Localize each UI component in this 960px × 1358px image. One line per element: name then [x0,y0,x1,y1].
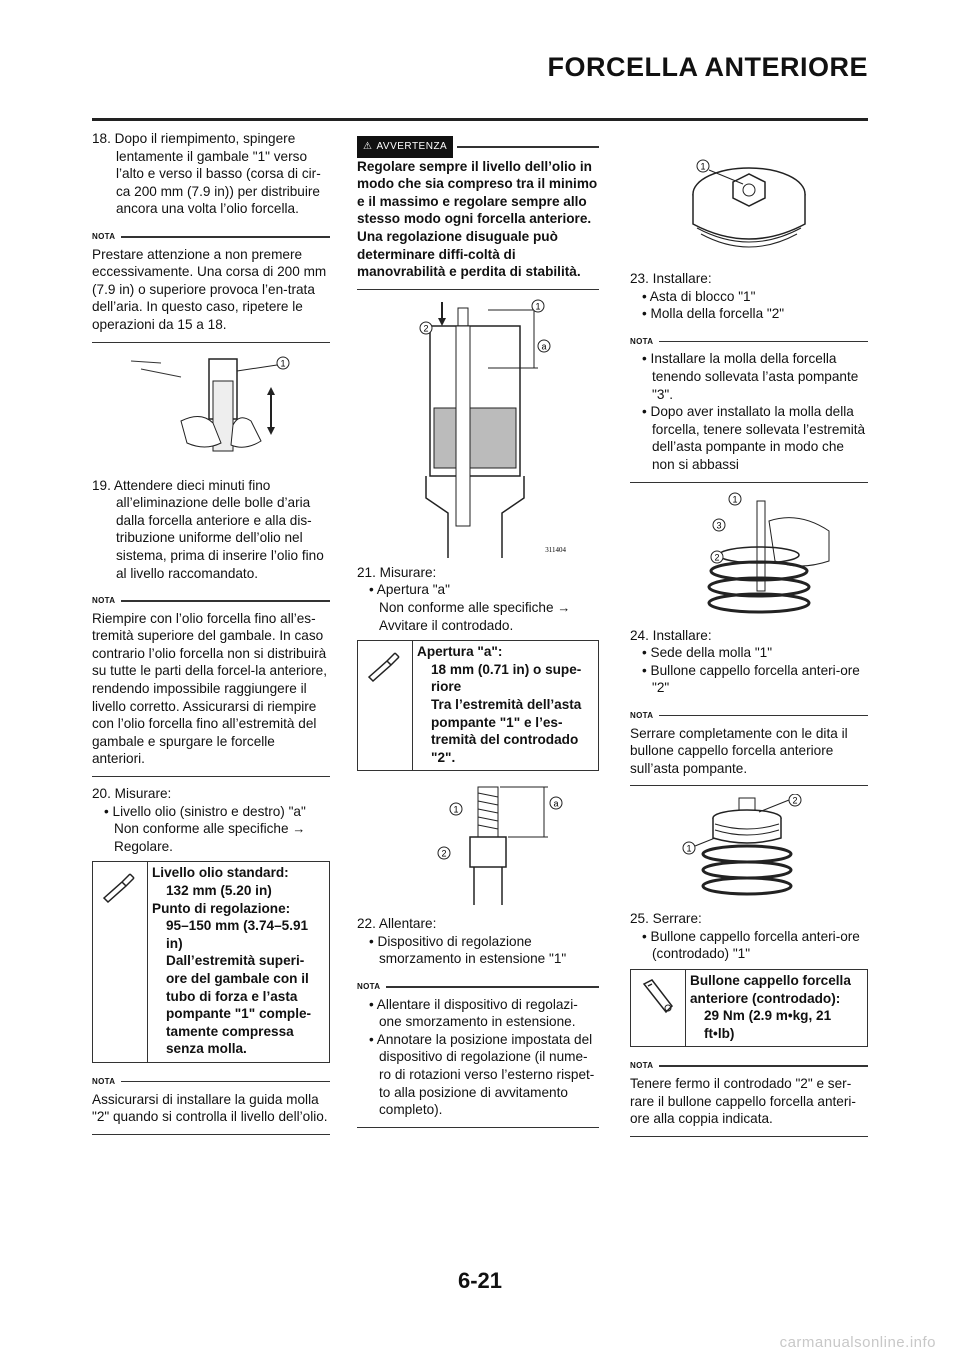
column-2 [357,136,599,1136]
nota-5-bullet-1: • Installare la molla della forcella tenendo sollevata l’asta pompante "3". [642,351,859,402]
step-21-sub: Non conforme alle specifiche → Avvitare il controdado. [379,599,571,633]
spec-adjust-label: Punto di regolazione: [152,900,291,916]
nota-4-bullet-2: • Annotare la posizione impostata del dispositivo di regolazione (il nume-ro di rotazioni verso l’esterno rispet-to alla posizione di avvitamento completo). [369,1031,595,1118]
fig2-callout-1: 1 [535,301,541,312]
column-3 [630,150,868,1145]
spec-box-torque [630,969,868,1047]
nota-label: NOTA [92,1076,116,1086]
nota-4 [357,978,599,1128]
warning-text: Regolare sempre il livello dell’olio in modo che sia compreso tra il minimo e il massimo e regolare sempre allo stesso modo ogni forcella anteriore. Una regolazione disuguale può determinare diffi-coltà di manovrabilità e perdita di stabilità. [357,158,599,290]
nota-6-text: Serrare completamente con le dita il bullone cappello forcella anteriore sull’asta pompante. [630,725,868,787]
fig3-callout-a: a [553,798,559,809]
nota-5-bullet-2: • Dopo aver installato la molla della forcella, tenere sollevata l’estremità dell’asta pompante in modo che non si abbassi [642,404,866,472]
spec-oil-standard-label: Livello olio standard: [152,865,289,881]
nota-4-bullet-1: • Allentare il dispositivo di regolazi-one smorzamento in estensione. [369,996,578,1030]
fig2-callout-2: 2 [423,323,429,334]
step-23-bullet-2: • Molla della forcella "2" [642,306,785,322]
nota-3-text: Assicurarsi di installare la guida molla "2" quando si controlla il livello dell’olio. [92,1091,330,1135]
nota-label: NOTA [630,1061,654,1071]
fig5-callout-2: 2 [714,552,720,563]
nota-5 [630,333,868,483]
spec-torque-value: 29 Nm (2.9 m•kg, 21 ft•lb) [704,1008,832,1041]
step-25-bullet: • Bullone cappello forcella anteri-ore (controdado) "1" [642,928,860,962]
fork-pump-illustration [121,351,301,471]
column-1 [92,130,330,1143]
spec-oil-standard-value: 132 mm (5.20 in) [166,883,272,898]
step-19: 19. Attendere dieci minuti fino all’eliminazione delle bolle d’aria dalla forcella anteriore e alla dis-tribuzione uniforme dell’olio nel sistema, prima di inserire l’olio fino al livello raccomandato. [92,477,324,581]
spec-box-gap [357,640,599,771]
fig3-callout-2: 2 [441,848,447,859]
step-21-bullet: • Apertura "a" [369,582,450,598]
nota-7 [630,1057,868,1136]
step-23-bullet-1: • Asta di blocco "1" [642,288,756,304]
warning-badge: ⚠ AVVERTENZA [357,136,453,158]
spec-adjust-value: 95–150 mm (3.74–5.91 in) [166,918,309,951]
step-20: 20. Misurare: [92,786,172,802]
nota-label: NOTA [630,710,654,720]
page-number: 6-21 [457,1268,503,1293]
warning-icon: ⚠ [363,141,373,152]
measure-icon [358,641,413,770]
nota-3 [92,1073,330,1135]
rod-locknut-illustration [378,779,578,909]
fig1-callout-1: 1 [280,358,286,369]
spec-adjust-desc: Dall’estremità superi-ore del gambale con il tubo di forza e l’asta pompante "1" comple-tamente compressa senza molla. [166,953,312,1057]
step-21: 21. Misurare: [357,564,437,580]
torque-wrench-icon [631,970,686,1046]
fig6-callout-1: 1 [686,843,692,854]
nota-6 [630,707,868,786]
step-22-bullet: • Dispositivo di regolazione smorzamento in estensione "1" [369,933,567,967]
spec-gap-value: 18 mm (0.71 in) o supe-riore [431,661,582,695]
step-20-bullet: • Livello olio (sinistro e destro) "a" [104,803,306,819]
cap-bolt-illustration [659,154,839,264]
spec-torque-label: Bullone cappello forcella anteriore (controdado): [690,973,851,1006]
fig6-callout-2: 2 [792,795,798,806]
nota-label: NOTA [357,982,381,992]
nota-1 [92,228,330,343]
header-rule [92,118,868,121]
fig3-callout-1: 1 [453,804,459,815]
spring-install-illustration [659,491,839,621]
fig5-callout-1: 1 [732,494,738,505]
spec-box-oil-level [92,861,330,1063]
fork-cross-section-illustration [378,298,578,558]
step-24: 24. Installare: [630,627,712,643]
nota-2-text: Riempire con l’olio forcella fino all’es-tremità superiore del gambale. In caso contrario l’olio forcella non si distribuirà su tutte le parti della forcel-la anteriore, rendendo impossibile raggiungere il livello corretto. Assicurarsi di riempire con l’olio forcella fino all’estremità del gambale e spurgare le forcelle anteriori. [92,610,330,777]
nota-7-text: Tenere fermo il controdado "2" e ser-rare il bullone cappello forcella anteri-ore alla coppia indicata. [630,1075,868,1137]
step-22: 22. Allentare: [357,916,437,932]
step-23: 23. Installare: [630,271,712,286]
watermark: carmanualsonline.info [779,1334,936,1351]
nota-label: NOTA [92,596,116,606]
fig2-callout-a: a [541,341,547,352]
step-18: 18. Dopo il riempimento, spingere lentamente il gambale "1" verso l’alto e verso il basso (corsa di cir-ca 200 mm (7.9 in)) per distribuire ancora una volta l’olio forcella. [92,131,321,217]
warning-header [357,136,599,158]
step-20-sub: Non conforme alle specifiche → Regolare. [114,821,306,854]
fig5-callout-3: 3 [716,520,722,531]
fig4-callout-1: 1 [700,161,706,172]
spec-gap-desc: Tra l’estremità dell’asta pompante "1" e l’es-tremità del controdado "2". [431,696,582,765]
cap-bolt-spring-illustration [659,794,839,904]
figure-code: 311404 [545,545,566,554]
nota-2 [92,592,330,777]
step-24-bullet-1: • Sede della molla "1" [642,645,773,661]
nota-label: NOTA [630,336,654,346]
step-24-bullet-2: • Bullone cappello forcella anteri-ore "2" [642,662,860,696]
spec-gap-label: Apertura "a": [417,644,503,660]
measure-icon [93,862,148,1062]
page-title: FORCELLA ANTERIORE [547,52,868,82]
nota-1-text: Prestare attenzione a non premere eccessivamente. Una corsa di 200 mm (7.9 in) o superiore provoca l’en-trata dell’aria. In questo caso, ripetere le operazioni da 15 a 18. [92,246,330,343]
nota-label: NOTA [92,231,116,241]
step-25: 25. Serrare: [630,911,702,927]
